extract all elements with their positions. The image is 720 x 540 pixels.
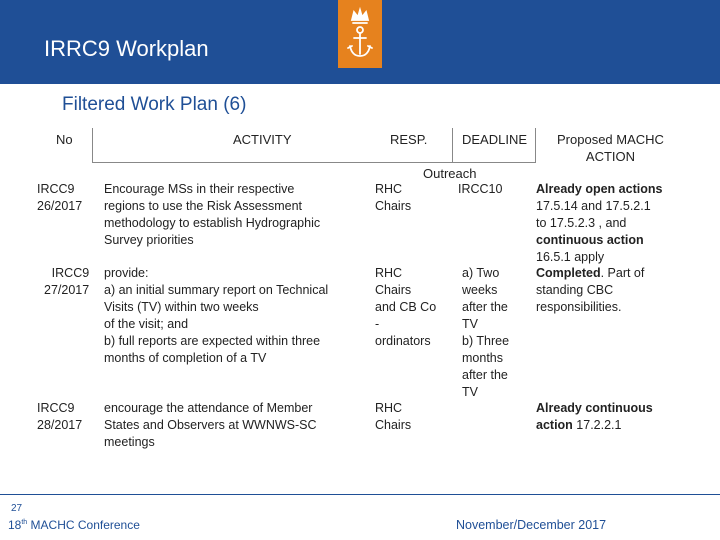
row3-resp: RHC Chairs <box>375 401 412 432</box>
row2-proposed-status: Completed <box>536 266 601 280</box>
row1-proposed-detail: 17.5.14 and 17.5.2.1 to 17.5.2.3 , and <box>536 199 651 230</box>
row1-proposed-status: Already open actions <box>536 182 663 196</box>
col-header-proposed: Proposed MACHC ACTION <box>557 132 664 164</box>
col-divider <box>452 128 453 163</box>
row1-resp: RHC Chairs <box>375 182 412 213</box>
col-header-resp: RESP. <box>390 132 428 147</box>
col-divider <box>92 128 93 163</box>
row1-proposed <box>536 181 662 266</box>
header-divider <box>92 162 536 163</box>
col-header-deadline: DEADLINE <box>462 132 528 147</box>
section-label: Outreach <box>423 166 477 181</box>
col-header-activity: ACTIVITY <box>233 132 292 147</box>
row3-proposed-status: Already continuous action <box>536 401 653 432</box>
row2-resp: RHC Chairs and CB Co - ordinators <box>375 266 437 348</box>
subtitle: Filtered Work Plan (6) <box>62 94 247 115</box>
page-number: 27 <box>11 503 23 514</box>
row3-proposed-detail: 17.2.2.1 <box>572 418 622 432</box>
row2-deadline: a) Two weeks after the TV b) Three months after the TV <box>462 266 510 399</box>
col-divider <box>535 128 536 163</box>
page-title: IRRC9 Workplan <box>44 36 209 61</box>
row2-proposed <box>536 265 644 316</box>
row3-no: IRCC9 28/2017 <box>37 401 83 432</box>
row3-activity: encourage the attendance of Member States and Observers at WWNWS-SC meetings <box>104 401 317 449</box>
logo <box>338 0 382 68</box>
anchor-crown-icon <box>344 6 376 62</box>
row3-proposed <box>536 400 653 434</box>
row2-proposed-detail: . Part of standing CBC responsibilities. <box>536 266 645 314</box>
header-bar <box>0 0 720 84</box>
row1-no: IRCC9 26/2017 <box>37 182 83 213</box>
footer-date: November/December 2017 <box>456 518 607 532</box>
row1-activity: Encourage MSs in their respective regions to use the Risk Assessment methodology to establish Hydrographic Survey priorities <box>104 182 321 247</box>
col-header-no: No <box>56 132 73 147</box>
row2-no: IRCC9 27/2017 <box>44 266 90 297</box>
row1-deadline: IRCC10 <box>458 182 503 196</box>
footer-divider <box>0 494 720 495</box>
conference-ordinal: 18 <box>8 518 22 532</box>
row1-proposed-status2: continuous action <box>536 233 644 247</box>
row2-activity: provide: a) an initial summary report on Technical Visits (TV) within two weeks of the visit; and b) full reports are expected within three months of completion of a TV <box>104 266 329 365</box>
row1-proposed-tail: 16.5.1 apply <box>536 250 605 264</box>
conference-rest: MACHC Conference <box>27 518 140 532</box>
conference-name <box>8 518 140 532</box>
conference-suffix: th <box>21 519 28 526</box>
